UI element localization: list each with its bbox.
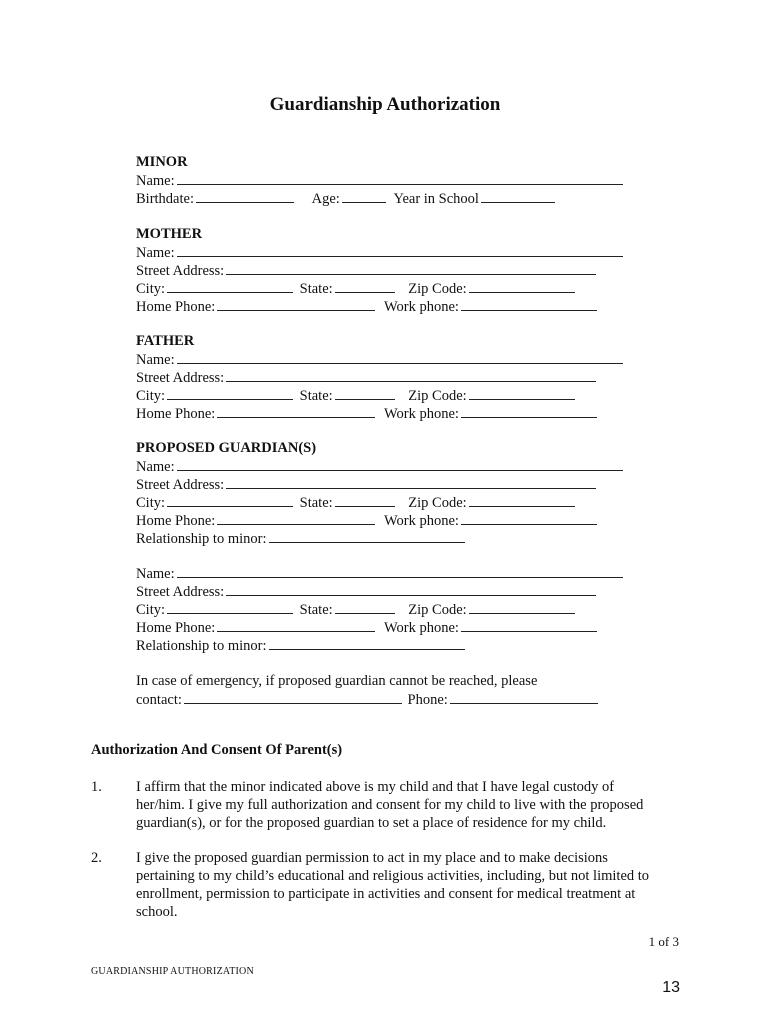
guardian1-street-field[interactable] (226, 475, 596, 489)
minor-age-field[interactable] (342, 189, 386, 203)
mother-home-phone-field[interactable] (217, 297, 375, 311)
guardian2-relationship-field[interactable] (269, 636, 465, 650)
father-work-phone-label: Work phone: (383, 406, 459, 422)
father-street-label: Street Address: (136, 370, 225, 386)
guardian1-zip-field[interactable] (469, 493, 575, 507)
mother-name-label: Name: (136, 245, 175, 261)
guardian2-street-label: Street Address: (136, 584, 225, 600)
mother-work-phone-label: Work phone: (383, 299, 459, 315)
mother-street-field[interactable] (226, 261, 596, 275)
mother-name-row (136, 243, 623, 262)
guardian2-state-label: State: (299, 602, 333, 618)
father-name-field[interactable] (177, 350, 623, 364)
mother-phone-row (136, 297, 597, 316)
father-name-label: Name: (136, 352, 175, 368)
mother-street-row (136, 261, 596, 280)
minor-name-row (136, 171, 623, 190)
guardian1-city-label: City: (136, 495, 166, 511)
item-2-number: 2. (91, 850, 102, 866)
guardian2-city-row (136, 600, 575, 619)
minor-birthdate-field[interactable] (196, 189, 294, 203)
father-phone-row (136, 404, 597, 423)
guardian1-relationship-field[interactable] (269, 529, 465, 543)
mother-heading: MOTHER (136, 226, 203, 242)
mother-name-field[interactable] (177, 243, 623, 257)
item-1-text (136, 778, 681, 832)
mother-state-field[interactable] (335, 279, 395, 293)
guardian2-zip-field[interactable] (469, 600, 575, 614)
mother-city-field[interactable] (167, 279, 293, 293)
guardian1-relationship-row (136, 529, 465, 548)
item-2-line-1: I give the proposed guardian permission to act in my place and to make decisions (136, 850, 608, 866)
father-state-label: State: (299, 388, 333, 404)
guardian2-work-phone-label: Work phone: (383, 620, 459, 636)
father-street-row (136, 368, 596, 387)
father-state-field[interactable] (335, 386, 395, 400)
guardian1-zip-label: Zip Code: (408, 495, 467, 511)
guardian2-name-label: Name: (136, 566, 175, 582)
item-1-line-3: guardian(s), or for the proposed guardian to set a place of residence for my child. (136, 815, 607, 831)
guardian2-home-phone-label: Home Phone: (136, 620, 216, 636)
guardian2-zip-label: Zip Code: (408, 602, 467, 618)
authorization-heading: Authorization And Consent Of Parent(s) (91, 742, 343, 758)
emergency-phone-field[interactable] (450, 690, 598, 704)
guardian2-relationship-label: Relationship to minor: (136, 638, 267, 654)
minor-birthdate-label: Birthdate: (136, 191, 194, 207)
page-title: Guardianship Authorization (269, 94, 501, 115)
guardian1-home-phone-label: Home Phone: (136, 513, 216, 529)
guardian2-street-row (136, 582, 596, 601)
guardian1-name-row (136, 457, 623, 476)
footer-text: GUARDIANSHIP AUTHORIZATION (91, 966, 254, 977)
father-heading: FATHER (136, 333, 195, 349)
father-home-phone-field[interactable] (217, 404, 375, 418)
emergency-phone-label: Phone: (407, 692, 448, 708)
father-zip-label: Zip Code: (408, 388, 467, 404)
guardian2-phone-row (136, 618, 597, 637)
mother-zip-label: Zip Code: (408, 281, 467, 297)
minor-heading: MINOR (136, 154, 188, 170)
guardian1-state-label: State: (299, 495, 333, 511)
mother-zip-field[interactable] (469, 279, 575, 293)
guardian1-work-phone-field[interactable] (461, 511, 597, 525)
stamp-number: 13 (662, 979, 680, 996)
guardian1-city-row (136, 493, 575, 512)
guardian2-relationship-row (136, 636, 465, 655)
guardian1-name-label: Name: (136, 459, 175, 475)
guardian2-name-row (136, 564, 623, 583)
guardian2-state-field[interactable] (335, 600, 395, 614)
minor-age-label: Age: (311, 191, 340, 207)
item-2-text (136, 849, 681, 921)
emergency-text: In case of emergency, if proposed guardian cannot be reached, please (136, 673, 538, 689)
mother-street-label: Street Address: (136, 263, 225, 279)
guardian2-name-field[interactable] (177, 564, 623, 578)
guardian2-home-phone-field[interactable] (217, 618, 375, 632)
mother-city-label: City: (136, 281, 166, 297)
guardian1-work-phone-label: Work phone: (383, 513, 459, 529)
guardian2-city-field[interactable] (167, 600, 293, 614)
item-2-line-3: enrollment, permission to participate in activities and consent for medical treatment at (136, 886, 636, 902)
guardian1-city-field[interactable] (167, 493, 293, 507)
father-street-field[interactable] (226, 368, 596, 382)
minor-name-label: Name: (136, 173, 175, 189)
minor-year-label: Year in School (393, 191, 479, 207)
father-home-phone-label: Home Phone: (136, 406, 216, 422)
item-2-line-4: school. (136, 904, 178, 920)
father-city-label: City: (136, 388, 166, 404)
guardian1-home-phone-field[interactable] (217, 511, 375, 525)
emergency-contact-label: contact: (136, 692, 182, 708)
guardian1-name-field[interactable] (177, 457, 623, 471)
emergency-contact-row (136, 690, 598, 709)
mother-state-label: State: (299, 281, 333, 297)
minor-year-field[interactable] (481, 189, 555, 203)
mother-city-row (136, 279, 575, 298)
item-2-line-2: pertaining to my child’s educational and religious activities, including, but not limited to (136, 868, 650, 884)
guardian2-city-label: City: (136, 602, 166, 618)
page-number: 1 of 3 (648, 934, 679, 949)
guardian1-phone-row (136, 511, 597, 530)
guardian2-street-field[interactable] (226, 582, 596, 596)
guardian1-street-row (136, 475, 596, 494)
guardian-heading: PROPOSED GUARDIAN(S) (136, 440, 317, 456)
guardian2-work-phone-field[interactable] (461, 618, 597, 632)
father-zip-field[interactable] (469, 386, 575, 400)
mother-home-phone-label: Home Phone: (136, 299, 216, 315)
minor-name-field[interactable] (177, 171, 623, 185)
guardian1-state-field[interactable] (335, 493, 395, 507)
father-work-phone-field[interactable] (461, 404, 597, 418)
emergency-contact-field[interactable] (184, 690, 402, 704)
father-city-field[interactable] (167, 386, 293, 400)
mother-work-phone-field[interactable] (461, 297, 597, 311)
minor-birthdate-row (136, 189, 555, 208)
guardian1-relationship-label: Relationship to minor: (136, 531, 267, 547)
item-1-line-2: her/him. I give my full authorization and consent for my child to live with the proposed (136, 797, 644, 813)
item-1-line-1: I affirm that the minor indicated above is my child and that I have legal custody of (136, 779, 615, 795)
item-1-number: 1. (91, 779, 102, 795)
father-city-row (136, 386, 575, 405)
father-name-row (136, 350, 623, 369)
guardian1-street-label: Street Address: (136, 477, 225, 493)
